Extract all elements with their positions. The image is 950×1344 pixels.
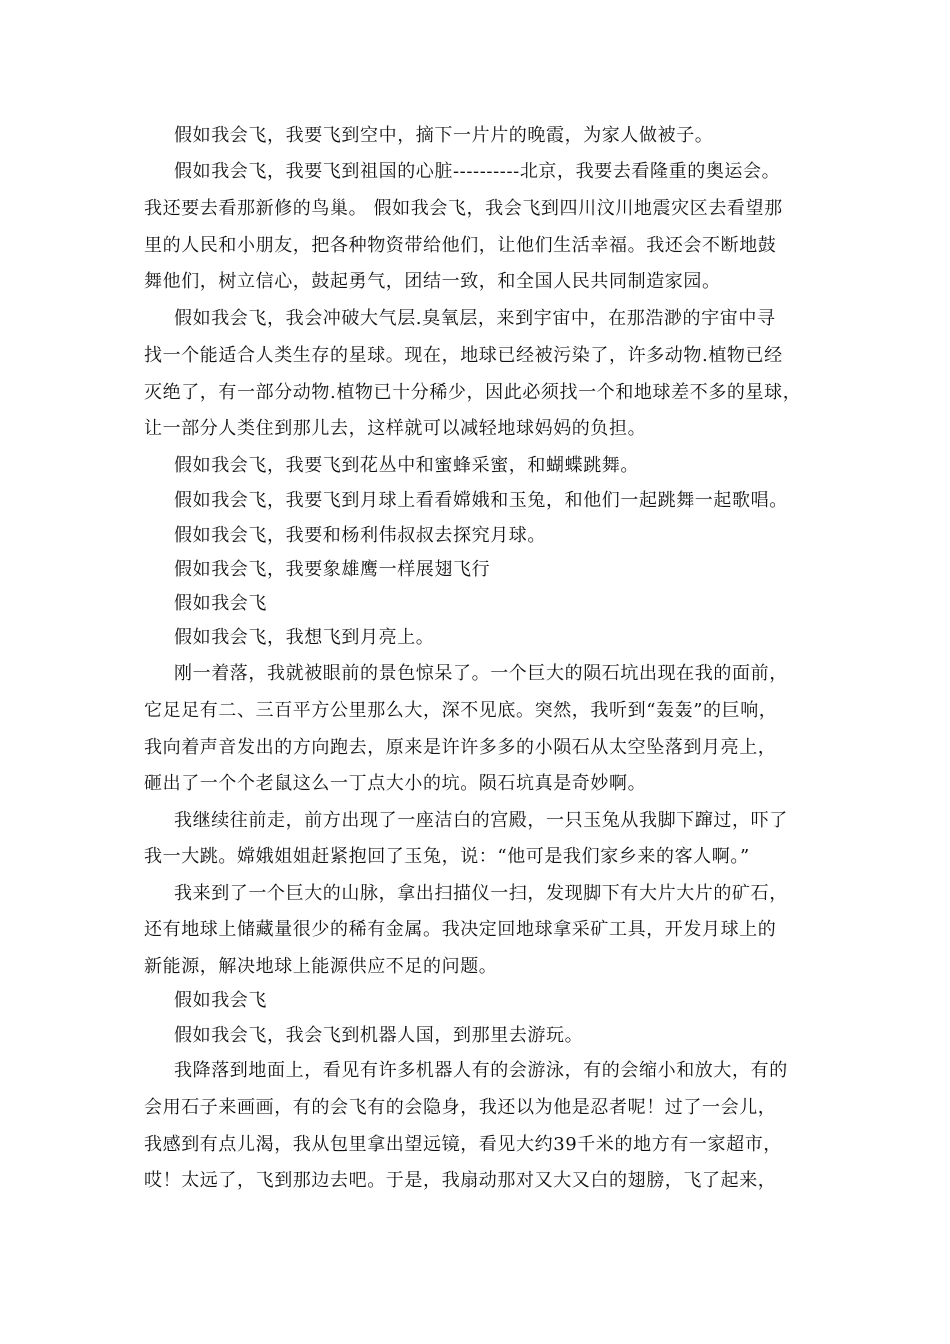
text-line: 假如我会飞，我要飞到花丛中和蜜蜂采蜜，和蝴蝶跳舞。	[174, 455, 639, 476]
text-line: 哎！太远了，飞到那边去吧。于是，我扇动那对又大又白的翅膀，飞了起来，	[144, 1170, 777, 1191]
text-line: 让一部分人类住到那儿去，这样就可以减轻地球妈妈的负担。	[144, 418, 647, 439]
text-line: 我还要去看那新修的鸟巢。 假如我会飞，我会飞到四川汶川地震灾区去看望那	[144, 198, 783, 219]
text-line: 假如我会飞，我会飞到机器人国，到那里去游玩。	[174, 1025, 584, 1046]
text-line: 假如我会飞，我会冲破大气层.臭氧层，来到宇宙中，在那浩渺的宇宙中寻	[174, 308, 776, 329]
text-line: 里的人民和小朋友，把各种物资带给他们，让他们生活幸福。我还会不断地鼓	[144, 235, 777, 256]
text-line: 假如我会飞，我要飞到空中，摘下一片片的晚霞，为家人做被子。	[174, 125, 714, 146]
text-line: 我感到有点儿渴，我从包里拿出望远镜，看见大约39千米的地方有一家超市，	[144, 1134, 782, 1155]
text-line: 假如我会飞，我想飞到月亮上。	[174, 627, 435, 648]
text-line: 会用石子来画画，有的会飞有的会隐身，我还以为他是忍者呢！过了一会儿，	[144, 1097, 777, 1118]
text-line: 假如我会飞	[174, 990, 267, 1011]
text-line: 舞他们，树立信心，鼓起勇气，团结一致，和全国人民共同制造家园。	[144, 271, 721, 292]
text-line: 灭绝了，有一部分动物.植物已十分稀少，因此必须找一个和地球差不多的星球，	[144, 382, 802, 403]
text-line: 我来到了一个巨大的山脉，拿出扫描仪一扫，发现脚下有大片大片的矿石，	[174, 883, 788, 904]
text-line: 假如我会飞	[174, 593, 267, 614]
text-line: 假如我会飞，我要飞到月球上看看嫦娥和玉兔，和他们一起跳舞一起歌唱。	[174, 490, 788, 511]
text-line: 假如我会飞，我要象雄鹰一样展翅飞行	[174, 559, 491, 580]
text-line: 还有地球上储藏量很少的稀有金属。我决定回地球拿采矿工具，开发月球上的	[144, 919, 777, 940]
text-line: 它足足有二、三百平方公里那么大，深不见底。突然，我听到“轰轰”的巨响，	[144, 700, 778, 721]
text-line: 我继续往前走，前方出现了一座洁白的宫殿，一只玉兔从我脚下蹿过，吓了	[174, 810, 788, 831]
text-line: 我向着声音发出的方向跑去，原来是许许多多的小陨石从太空坠落到月亮上，	[144, 737, 777, 758]
text-line: 刚一着落，我就被眼前的景色惊呆了。一个巨大的陨石坑出现在我的面前，	[174, 663, 788, 684]
text-line: 砸出了一个个老鼠这么一丁点大小的坑。陨石坑真是奇妙啊。	[144, 773, 647, 794]
text-line: 假如我会飞，我要飞到祖国的心脏----------北京，我要去看隆重的奥运会。	[174, 161, 781, 182]
text-line: 找一个能适合人类生存的星球。现在，地球已经被污染了，许多动物.植物已经	[144, 345, 783, 366]
text-line: 我降落到地面上，看见有许多机器人有的会游泳，有的会缩小和放大，有的	[174, 1060, 788, 1081]
text-line: 我一大跳。嫦娥姐姐赶紧抱回了玉兔，说：“他可是我们家乡来的客人啊。”	[144, 846, 750, 867]
text-line: 新能源，解决地球上能源供应不足的问题。	[144, 956, 498, 977]
text-line: 假如我会飞，我要和杨利伟叔叔去探究月球。	[174, 525, 546, 546]
